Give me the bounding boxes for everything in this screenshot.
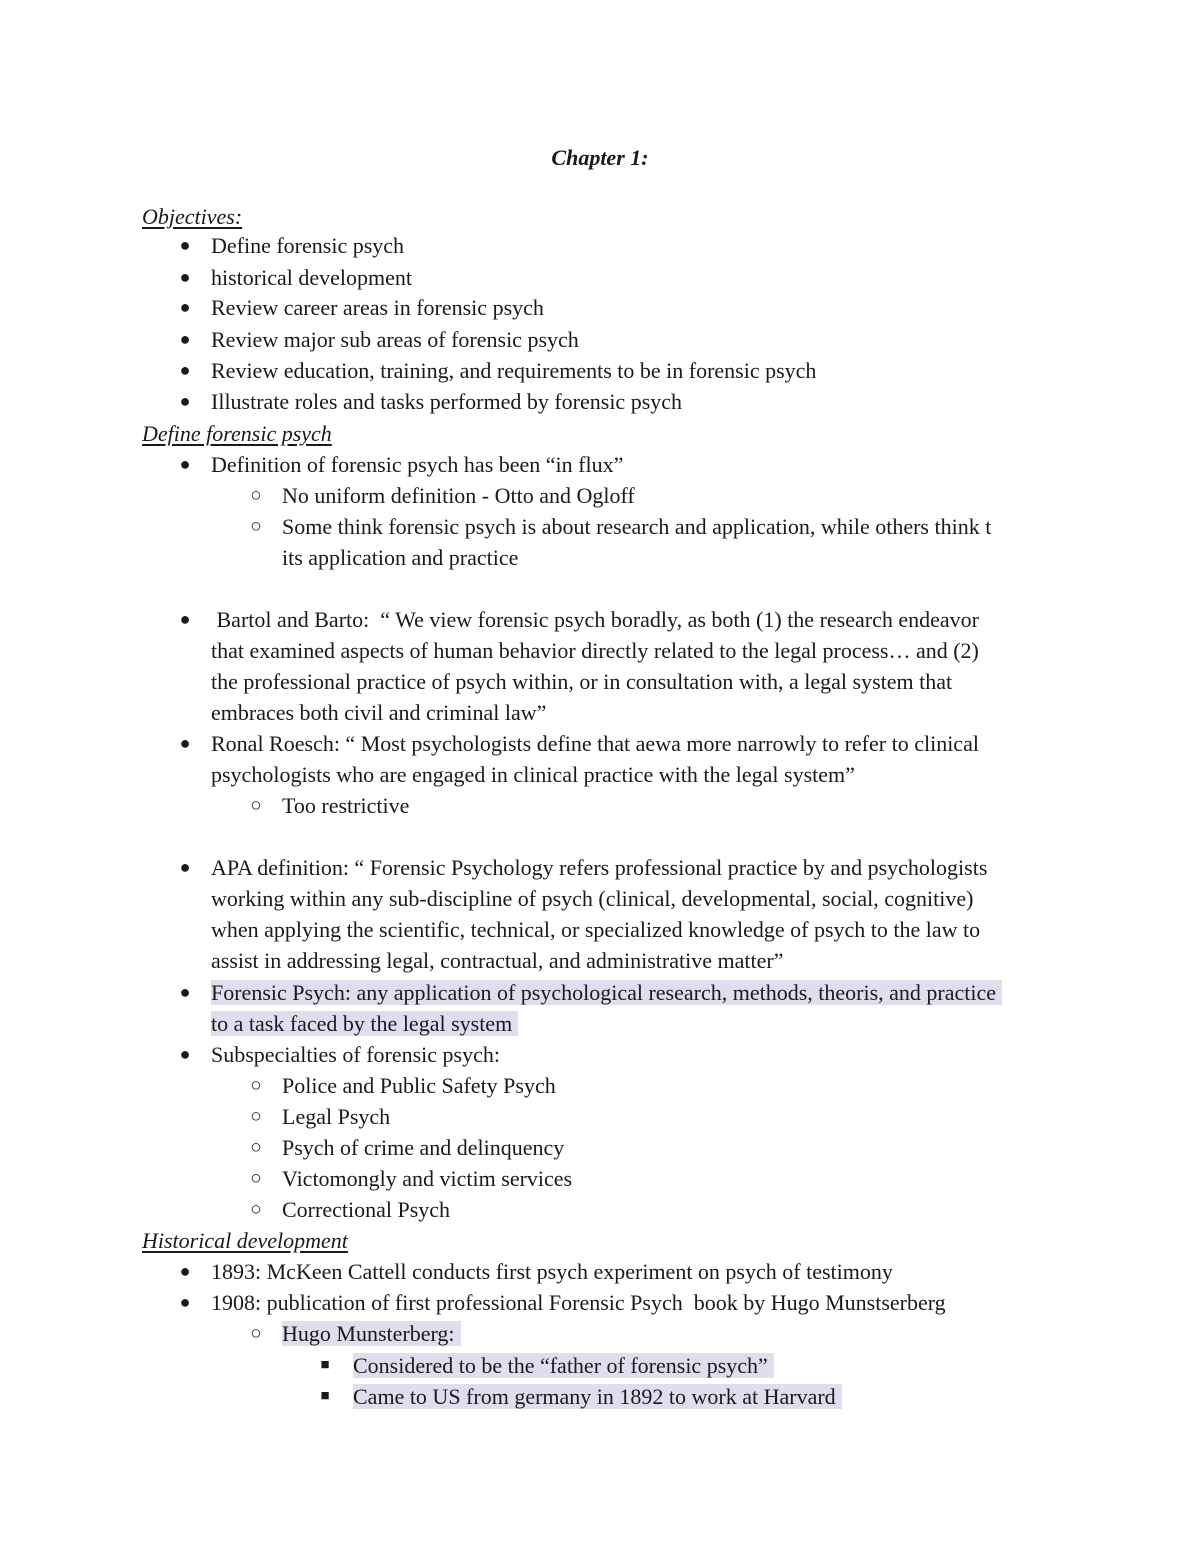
list-item: Subspecialties of forensic psych: [211, 1042, 500, 1067]
bullet-icon: ● [179, 454, 191, 474]
list-item-continuation: embraces both civil and criminal law” [211, 700, 547, 725]
list-item: Review career areas in forensic psych [211, 295, 544, 320]
circle-bullet-icon: ○ [250, 1137, 262, 1158]
bullet-icon: ● [179, 1261, 191, 1281]
circle-bullet-icon: ○ [250, 1199, 262, 1220]
list-item: Police and Public Safety Psych [282, 1073, 556, 1098]
bullet-icon: ● [179, 1292, 191, 1312]
bullet-icon: ● [179, 329, 191, 349]
list-item-continuation: working within any sub-discipline of psych (clinical, developmental, social, cognitive) [211, 886, 974, 911]
square-bullet-icon: ■ [320, 1357, 330, 1373]
objectives-heading: Objectives: [142, 204, 243, 229]
circle-bullet-icon: ○ [250, 1106, 262, 1127]
list-item: Define forensic psych [211, 233, 405, 258]
list-item: 1893: McKeen Cattell conducts first psych experiment on psych of testimony [211, 1259, 893, 1284]
bullet-icon: ● [179, 235, 191, 255]
circle-bullet-icon: ○ [250, 1168, 262, 1189]
bullet-icon: ● [179, 1044, 191, 1064]
circle-bullet-icon: ○ [250, 1323, 262, 1344]
list-item: Correctional Psych [282, 1197, 451, 1222]
list-item-continuation: psychologists who are engaged in clinical practice with the legal system” [211, 762, 855, 787]
list-item: Definition of forensic psych has been “in flux” [211, 452, 624, 477]
highlighted-text: Considered to be the “father of forensic psych” [353, 1353, 774, 1378]
circle-bullet-icon: ○ [250, 795, 262, 816]
list-item: Some think forensic psych is about research and application, while others think t [282, 514, 992, 539]
highlighted-definition-continuation [211, 1008, 518, 1039]
list-item: Review major sub areas of forensic psych [211, 327, 579, 352]
highlighted-text: Came to US from germany in 1892 to work at Harvard [353, 1384, 842, 1409]
bullet-icon: ● [179, 391, 191, 411]
list-item: Too restrictive [282, 793, 410, 818]
bullet-icon: ● [179, 297, 191, 317]
list-item: Victomongly and victim services [282, 1166, 573, 1191]
highlighted-item [353, 1381, 842, 1412]
circle-bullet-icon: ○ [250, 516, 262, 537]
history-heading: Historical development [142, 1228, 348, 1253]
highlighted-text: Forensic Psych: any application of psychological research, methods, theoris, and practice [211, 980, 1002, 1005]
list-item: Bartol and Barto: “ We view forensic psych boradly, as both (1) the research endeavor [211, 607, 979, 632]
list-item: No uniform definition - Otto and Ogloff [282, 483, 635, 508]
bullet-icon: ● [179, 857, 191, 877]
list-item: Illustrate roles and tasks performed by forensic psych [211, 389, 683, 414]
highlighted-text: to a task faced by the legal system [211, 1011, 518, 1036]
list-item-continuation: when applying the scientific, technical, or specialized knowledge of psych to the law to [211, 917, 981, 942]
list-item: 1908: publication of first professional Forensic Psych book by Hugo Munstserberg [211, 1290, 946, 1315]
list-item-continuation: assist in addressing legal, contractual, and administrative matter” [211, 948, 784, 973]
highlighted-definition [211, 977, 1002, 1008]
list-item-continuation: its application and practice [282, 545, 519, 570]
bullet-icon: ● [179, 609, 191, 629]
list-item: historical development [211, 265, 412, 290]
highlighted-text: Hugo Munsterberg: [282, 1321, 461, 1346]
highlighted-item [282, 1318, 461, 1349]
define-heading: Define forensic psych [142, 421, 332, 446]
list-item: Psych of crime and delinquency [282, 1135, 565, 1160]
highlighted-item [353, 1350, 774, 1381]
circle-bullet-icon: ○ [250, 1075, 262, 1096]
list-item: Ronal Roesch: “ Most psychologists define that aewa more narrowly to refer to clinical [211, 731, 979, 756]
list-item: Legal Psych [282, 1104, 391, 1129]
list-item-continuation: that examined aspects of human behavior directly related to the legal process… and (2) [211, 638, 979, 663]
bullet-icon: ● [179, 360, 191, 380]
bullet-icon: ● [179, 267, 191, 287]
bullet-icon: ● [179, 982, 191, 1002]
square-bullet-icon: ■ [320, 1388, 330, 1404]
list-item-continuation: the professional practice of psych within, or in consultation with, a legal system that [211, 669, 953, 694]
circle-bullet-icon: ○ [250, 485, 262, 506]
list-item: Review education, training, and requirements to be in forensic psych [211, 358, 817, 383]
page-title: Chapter 1: [551, 145, 649, 170]
bullet-icon: ● [179, 733, 191, 753]
list-item: APA definition: “ Forensic Psychology refers professional practice by and psychologists [211, 855, 988, 880]
